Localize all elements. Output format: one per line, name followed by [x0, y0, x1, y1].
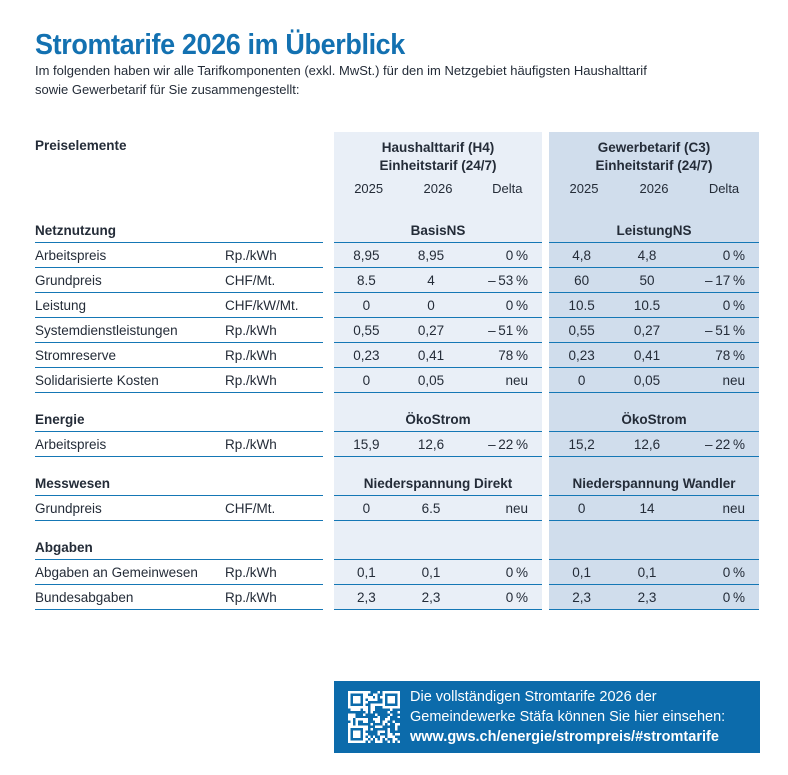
intro-line-1: Im folgenden haben wir alle Tarifkomponenten (exkl. MwSt.) für den im Netzgebiet häufigsten Haushalttarif	[35, 63, 647, 78]
value-2025: 0	[577, 501, 586, 516]
value-delta: – 22 %	[488, 437, 529, 452]
value-2025: 0,55	[568, 323, 595, 338]
value-delta: neu	[505, 501, 529, 516]
section-header-row	[35, 218, 759, 243]
tariff-link[interactable]: www.gws.ch/energie/strompreis/#stromtarife	[410, 729, 719, 745]
value-2026: 2,3	[421, 590, 441, 605]
value-delta: – 51 %	[705, 323, 745, 338]
table-row	[35, 343, 759, 368]
value-delta: 0 %	[505, 248, 529, 263]
section-name: Abgaben	[35, 540, 93, 555]
section-header-row	[35, 407, 759, 432]
row-label: Leistung	[35, 298, 87, 313]
value-2026: 0,05	[417, 373, 445, 388]
table-row	[35, 432, 759, 457]
value-2025: 0,1	[572, 565, 592, 580]
section-header-row	[35, 535, 759, 560]
value-2025: 2,3	[356, 590, 376, 605]
row-label: Grundpreis	[35, 273, 102, 288]
intro-text	[35, 61, 647, 99]
value-2026: 4	[427, 273, 435, 288]
value-2025: 0	[362, 501, 371, 516]
block-section-label: Niederspannung Wandler	[572, 476, 736, 491]
value-2025: 2,3	[572, 590, 592, 605]
table-row	[35, 293, 759, 318]
section-name: Netznutzung	[35, 223, 116, 238]
footer-line-1: Die vollständigen Stromtarife 2026 der	[410, 689, 657, 705]
row-label: Bundesabgaben	[35, 590, 134, 605]
delta-label: Delta	[708, 181, 740, 196]
block-section-label: BasisNS	[410, 223, 466, 238]
value-delta: – 17 %	[705, 273, 745, 288]
section-gap	[35, 521, 759, 535]
section-gap	[35, 393, 759, 407]
row-label: Solidarisierte Kosten	[35, 373, 159, 388]
value-delta: 0 %	[722, 248, 745, 263]
value-2025: 15,2	[568, 437, 595, 452]
block-section-label: ÖkoStrom	[621, 412, 687, 427]
row-label: Abgaben an Gemeinwesen	[35, 565, 198, 580]
value-2026: 14	[639, 501, 655, 516]
value-2026: 0,41	[633, 348, 661, 363]
block-section-label: Niederspannung Direkt	[363, 476, 513, 491]
tariff-table	[35, 132, 759, 610]
table-row	[35, 560, 759, 585]
year-2025-label: 2025	[569, 181, 599, 196]
value-2026: 0	[427, 298, 435, 313]
value-2025: 10.5	[568, 298, 595, 313]
section-name: Energie	[35, 412, 85, 427]
table-row	[35, 268, 759, 293]
household-year-columns	[334, 181, 542, 196]
value-2026: 8,95	[417, 248, 445, 263]
delta-label: Delta	[492, 181, 523, 196]
row-unit: CHF/Mt.	[225, 501, 276, 516]
block-section-label: ÖkoStrom	[405, 412, 471, 427]
footer-text	[410, 687, 725, 747]
value-2026: 0,27	[417, 323, 445, 338]
value-delta: neu	[722, 373, 745, 388]
row-unit: Rp./kWh	[225, 323, 277, 338]
footer-info-box	[334, 681, 760, 753]
price-elements-label: Preiselemente	[35, 138, 127, 153]
value-2026: 0,1	[421, 565, 441, 580]
row-unit: Rp./kWh	[225, 248, 277, 263]
row-unit: Rp./kWh	[225, 565, 277, 580]
value-delta: 0 %	[505, 590, 529, 605]
year-2026-label: 2026	[423, 181, 453, 196]
row-label: Stromreserve	[35, 348, 117, 363]
value-delta: 0 %	[505, 298, 529, 313]
value-2026: 2,3	[637, 590, 657, 605]
value-delta: – 51 %	[488, 323, 529, 338]
commercial-tariff-title: Gewerbetarif (C3) Einheitstarif (24/7)	[595, 140, 713, 173]
row-unit: CHF/Mt.	[225, 273, 276, 288]
value-2025: 0,55	[353, 323, 380, 338]
block-section-label: LeistungNS	[616, 223, 692, 238]
table-row	[35, 585, 759, 610]
row-label: Arbeitspreis	[35, 437, 107, 452]
value-2026: 12,6	[633, 437, 661, 452]
value-delta: 78 %	[715, 348, 745, 363]
value-2026: 0,05	[633, 373, 661, 388]
qr-code-icon	[348, 691, 400, 743]
row-unit: Rp./kWh	[225, 373, 277, 388]
value-delta: 78 %	[498, 348, 529, 363]
section-name: Messwesen	[35, 476, 111, 491]
value-delta: – 22 %	[705, 437, 745, 452]
section-header-row	[35, 471, 759, 496]
table-row	[35, 496, 759, 521]
value-2025: 0,23	[568, 348, 595, 363]
row-label: Systemdienstleistungen	[35, 323, 178, 338]
section-gap	[35, 457, 759, 471]
value-2025: 0,1	[356, 565, 376, 580]
year-2025-label: 2025	[354, 181, 384, 196]
row-label: Arbeitspreis	[35, 248, 107, 263]
intro-line-2: sowie Gewerbetarif für Sie zusammengestellt:	[35, 82, 300, 97]
value-2026: 0,41	[417, 348, 445, 363]
value-delta: 0 %	[722, 565, 745, 580]
value-2025: 0	[362, 298, 371, 313]
table-header	[35, 132, 759, 218]
year-2026-label: 2026	[639, 181, 669, 196]
value-2025: 15,9	[353, 437, 380, 452]
value-delta: neu	[722, 501, 745, 516]
value-2026: 0,1	[637, 565, 657, 580]
value-2026: 0,27	[633, 323, 661, 338]
value-2025: 0	[577, 373, 586, 388]
row-unit: Rp./kWh	[225, 437, 277, 452]
value-delta: 0 %	[722, 298, 745, 313]
value-2025: 60	[574, 273, 590, 288]
commercial-year-columns	[549, 181, 759, 196]
row-unit: Rp./kWh	[225, 348, 277, 363]
value-2026: 4,8	[637, 248, 657, 263]
value-2025: 8.5	[356, 273, 376, 288]
value-delta: 0 %	[505, 565, 529, 580]
row-label: Grundpreis	[35, 501, 102, 516]
row-unit: Rp./kWh	[225, 590, 277, 605]
table-body	[35, 218, 759, 610]
table-row	[35, 368, 759, 393]
page-title: Stromtarife 2026 im Überblick	[35, 29, 405, 62]
footer-line-2: Gemeindewerke Stäfa können Sie hier einsehen:	[410, 709, 726, 725]
value-2025: 8,95	[353, 248, 380, 263]
household-tariff-title: Haushalttarif (H4) Einheitstarif (24/7)	[379, 140, 497, 173]
value-delta: – 53 %	[488, 273, 529, 288]
value-2025: 4,8	[572, 248, 592, 263]
value-2025: 0,23	[353, 348, 380, 363]
value-2026: 6.5	[421, 501, 441, 516]
value-2026: 10.5	[633, 298, 661, 313]
value-delta: neu	[505, 373, 529, 388]
value-2026: 12,6	[417, 437, 445, 452]
value-2026: 50	[639, 273, 655, 288]
table-row	[35, 318, 759, 343]
value-2025: 0	[362, 373, 371, 388]
table-row	[35, 243, 759, 268]
value-delta: 0 %	[722, 590, 745, 605]
row-unit: CHF/kW/Mt.	[225, 298, 299, 313]
